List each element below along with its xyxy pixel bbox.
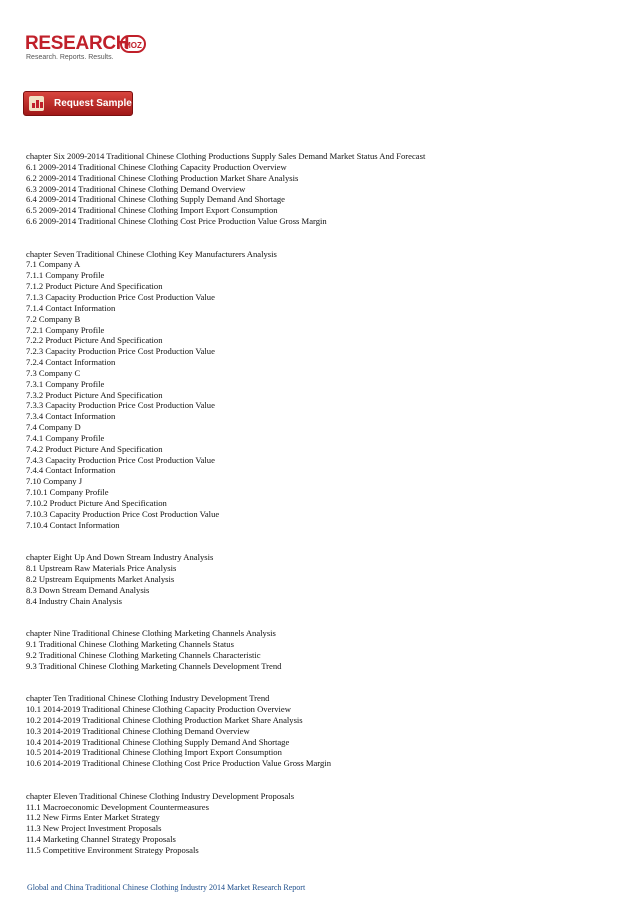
toc-item: 7.2 Company B (26, 313, 81, 324)
toc-item: 7.4.4 Contact Information (26, 465, 116, 476)
toc-item: 7.4.2 Product Picture And Specification (26, 443, 163, 454)
footer-report-title: Global and China Traditional Chinese Clothing Industry 2014 Market Research Report (27, 883, 306, 892)
table-of-contents (26, 151, 616, 856)
toc-item: 7.3 Company C (26, 367, 81, 378)
chapter-title: chapter Six 2009-2014 Traditional Chinese Clothing Productions Supply Sales Demand Market Status And Forecast (26, 151, 426, 161)
toc-item: 7.10 Company J (26, 476, 83, 487)
toc-item: 7.2.4 Contact Information (26, 357, 116, 368)
toc-item: 11.4 Marketing Channel Strategy Proposals (26, 834, 176, 845)
toc-item: 10.4 2014-2019 Traditional Chinese Clothing Supply Demand And Shortage (26, 736, 290, 747)
section-gap (26, 227, 616, 249)
toc-item: 7.10.1 Company Profile (26, 487, 109, 498)
request-sample-button[interactable] (23, 91, 133, 116)
toc-item: 7.10.4 Contact Information (26, 519, 120, 530)
logo-tagline: Research. Reports. Results. (26, 54, 114, 61)
chapter-title: chapter Nine Traditional Chinese Clothing Marketing Channels Analysis (26, 628, 276, 639)
toc-item: 6.6 2009-2014 Traditional Chinese Clothing Cost Price Production Value Gross Margin (26, 216, 327, 227)
toc-item: 7.1.1 Company Profile (26, 270, 105, 281)
toc-item: 9.3 Traditional Chinese Clothing Marketing Channels Development Trend (26, 660, 282, 671)
researchmoz-logo (25, 33, 155, 65)
toc-item: 10.3 2014-2019 Traditional Chinese Clothing Demand Overview (26, 725, 250, 736)
toc-item: 10.6 2014-2019 Traditional Chinese Clothing Cost Price Production Value Gross Margin (26, 758, 331, 769)
chapter-title: chapter Ten Traditional Chinese Clothing Industry Development Trend (26, 693, 270, 704)
toc-item: 8.1 Upstream Raw Materials Price Analysis (26, 563, 177, 574)
report-chart-icon (29, 96, 44, 111)
logo-badge: MOZ (120, 35, 146, 53)
toc-item: 7.2.3 Capacity Production Price Cost Production Value (26, 346, 215, 357)
toc-item: 7.4 Company D (26, 422, 81, 433)
toc-item: 11.1 Macroeconomic Development Countermeasures (26, 801, 209, 812)
toc-item: 6.5 2009-2014 Traditional Chinese Clothing Import Export Consumption (26, 205, 278, 216)
toc-item: 7.3.2 Product Picture And Specification (26, 389, 163, 400)
toc-item: 6.4 2009-2014 Traditional Chinese Clothing Supply Demand And Shortage (26, 194, 285, 205)
request-sample-label: Request Sample (54, 98, 132, 109)
toc-item: 6.1 2009-2014 Traditional Chinese Clothing Capacity Production Overview (26, 161, 287, 172)
toc-item: 7.4.1 Company Profile (26, 432, 105, 443)
chapter-title: chapter Eight Up And Down Stream Industry Analysis (26, 552, 214, 563)
toc-item: 11.3 New Project Investment Proposals (26, 823, 162, 834)
toc-item: 6.3 2009-2014 Traditional Chinese Clothing Demand Overview (26, 183, 246, 194)
toc-item: 7.10.3 Capacity Production Price Cost Production Value (26, 508, 220, 519)
toc-item: 7.1.2 Product Picture And Specification (26, 281, 163, 292)
toc-item: 7.3.4 Contact Information (26, 411, 116, 422)
chapter-title: chapter Eleven Traditional Chinese Clothing Industry Development Proposals (26, 790, 295, 801)
toc-item: 7.1.3 Capacity Production Price Cost Production Value (26, 291, 215, 302)
toc-item: 11.5 Competitive Environment Strategy Proposals (26, 845, 199, 855)
toc-item: 9.1 Traditional Chinese Clothing Marketing Channels Status (26, 638, 234, 649)
toc-item: 7.2.2 Product Picture And Specification (26, 335, 163, 346)
toc-item: 9.2 Traditional Chinese Clothing Marketing Channels Characteristic (26, 649, 261, 660)
section-gap (26, 672, 616, 694)
toc-item: 8.3 Down Stream Demand Analysis (26, 584, 150, 595)
toc-item: 7.2.1 Company Profile (26, 324, 105, 335)
toc-item: 7.1.4 Contact Information (26, 302, 116, 313)
toc-item: 10.1 2014-2019 Traditional Chinese Clothing Capacity Production Overview (26, 704, 291, 715)
section-gap (26, 531, 616, 553)
toc-item: 7.3.1 Company Profile (26, 378, 105, 389)
section-gap (26, 606, 616, 628)
toc-item: 8.4 Industry Chain Analysis (26, 595, 122, 606)
toc-item: 6.2 2009-2014 Traditional Chinese Clothing Production Market Share Analysis (26, 172, 299, 183)
toc-item: 10.2 2014-2019 Traditional Chinese Clothing Production Market Share Analysis (26, 714, 303, 725)
section-gap (26, 769, 616, 791)
logo-wordmark: RESEARCH (25, 33, 130, 54)
toc-item: 10.5 2014-2019 Traditional Chinese Clothing Import Export Consumption (26, 747, 282, 758)
toc-item: 11.2 New Firms Enter Market Strategy (26, 812, 160, 823)
toc-item: 7.1 Company A (26, 259, 81, 270)
toc-item: 8.2 Upstream Equipments Market Analysis (26, 573, 175, 584)
toc-item: 7.3.3 Capacity Production Price Cost Production Value (26, 400, 215, 411)
chapter-title: chapter Seven Traditional Chinese Clothing Key Manufacturers Analysis (26, 248, 277, 259)
toc-item: 7.10.2 Product Picture And Specification (26, 498, 167, 508)
toc-item: 7.4.3 Capacity Production Price Cost Production Value (26, 454, 215, 465)
